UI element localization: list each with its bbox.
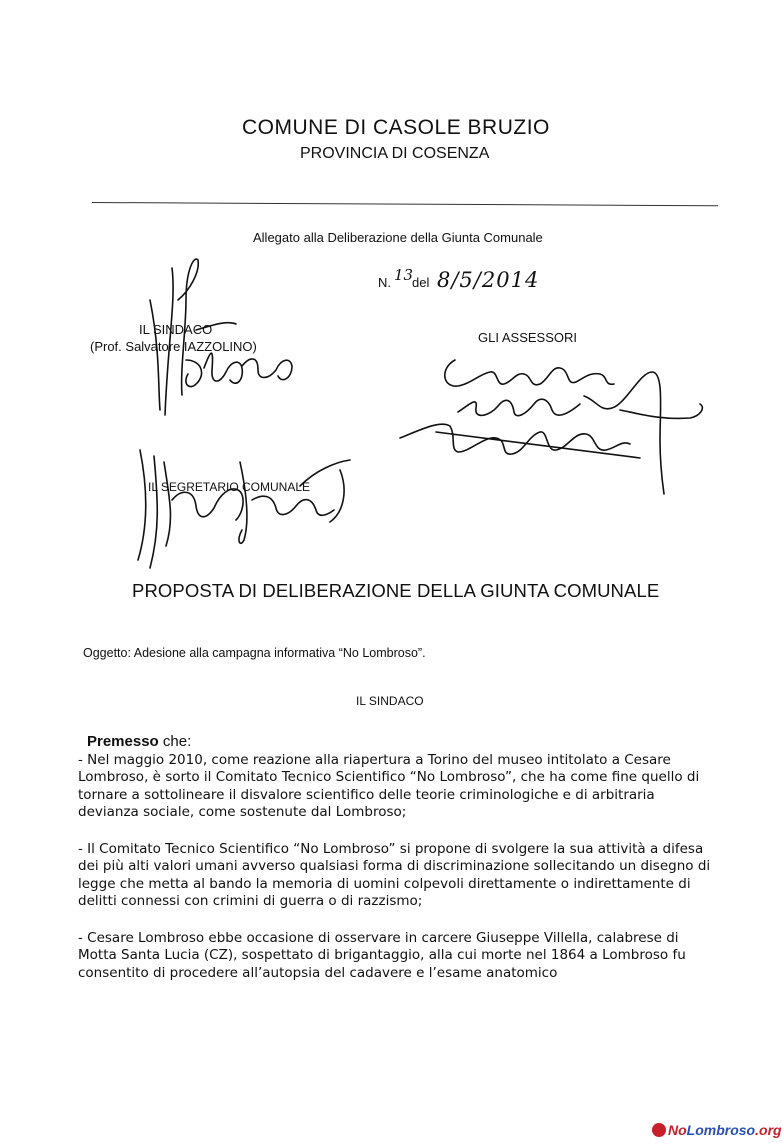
il-sindaco-heading: IL SINDACO (356, 694, 424, 708)
sindaco-label: IL SINDACO (139, 322, 213, 337)
segretario-signature (138, 450, 350, 568)
paragraph-2: - Il Comitato Tecnico Scientifico “No Lombroso” si propone di svolgere la sua attività a difesa dei più alti valori umani avverso qualsiasi forma di discriminazione sollecitando un disegno di legge che metta al bando la memoria di uomini colpevoli direttamente o indirettamente di delitti connessi con crimini di guerra o di razzismo; (78, 841, 711, 909)
assessori-label: GLI ASSESSORI (478, 330, 577, 345)
document-title: COMUNE DI CASOLE BRUZIO (242, 116, 550, 139)
premesso-rest: che: (158, 733, 192, 750)
assessore-signature-1 (445, 360, 614, 386)
premesso-heading (87, 733, 191, 750)
document-subtitle: PROVINCIA DI COSENZA (300, 145, 490, 162)
del-label: del (412, 275, 430, 290)
segretario-label: IL SEGRETARIO COMUNALE (148, 480, 311, 494)
sindaco-name: (Prof. Salvatore IAZZOLINO) (90, 339, 257, 354)
proposta-title: PROPOSTA DI DELIBERAZIONE DELLA GIUNTA COMUNALE (132, 580, 660, 601)
assessore-signature-3 (400, 424, 640, 458)
numero-value: 13 (394, 266, 414, 284)
watermark-part-org: .org (755, 1122, 782, 1138)
numero-label: N. (378, 275, 391, 290)
watermark-part-lombroso: Lombroso (686, 1122, 756, 1138)
sindaco-signature (150, 259, 292, 415)
deliberation-date: 8/5/2014 (437, 268, 540, 292)
oggetto-line: Oggetto: Adesione alla campagna informativa “No Lombroso”. (83, 646, 426, 660)
premesso-bold: Premesso (87, 733, 159, 750)
nolombroso-watermark (652, 1122, 782, 1138)
assessore-signature-2 (458, 372, 702, 494)
paragraph-1: - Nel maggio 2010, come reazione alla riapertura a Torino del museo intitolato a Cesare Lombroso, è sorto il Comitato Tecnico Scientifico “No Lombroso”, che ha come fine quello di tornare a sottolineare il disvalore scientifico delle teorie criminologiche e di arbitraria devianza sociale, come sostenute dal Lombroso; (78, 752, 700, 820)
watermark-logo-icon (652, 1123, 666, 1137)
allegato-line: Allegato alla Deliberazione della Giunta Comunale (253, 230, 543, 245)
watermark-part-no: No (668, 1122, 687, 1138)
paragraph-3: - Cesare Lombroso ebbe occasione di osservare in carcere Giuseppe Villella, calabrese di Motta Santa Lucia (CZ), sospettato di brigantaggio, alla cui morte nel 1864 a Lombroso fu consentito di procedere all’autopsia del cadavere e l’esame anatomico (78, 930, 686, 981)
